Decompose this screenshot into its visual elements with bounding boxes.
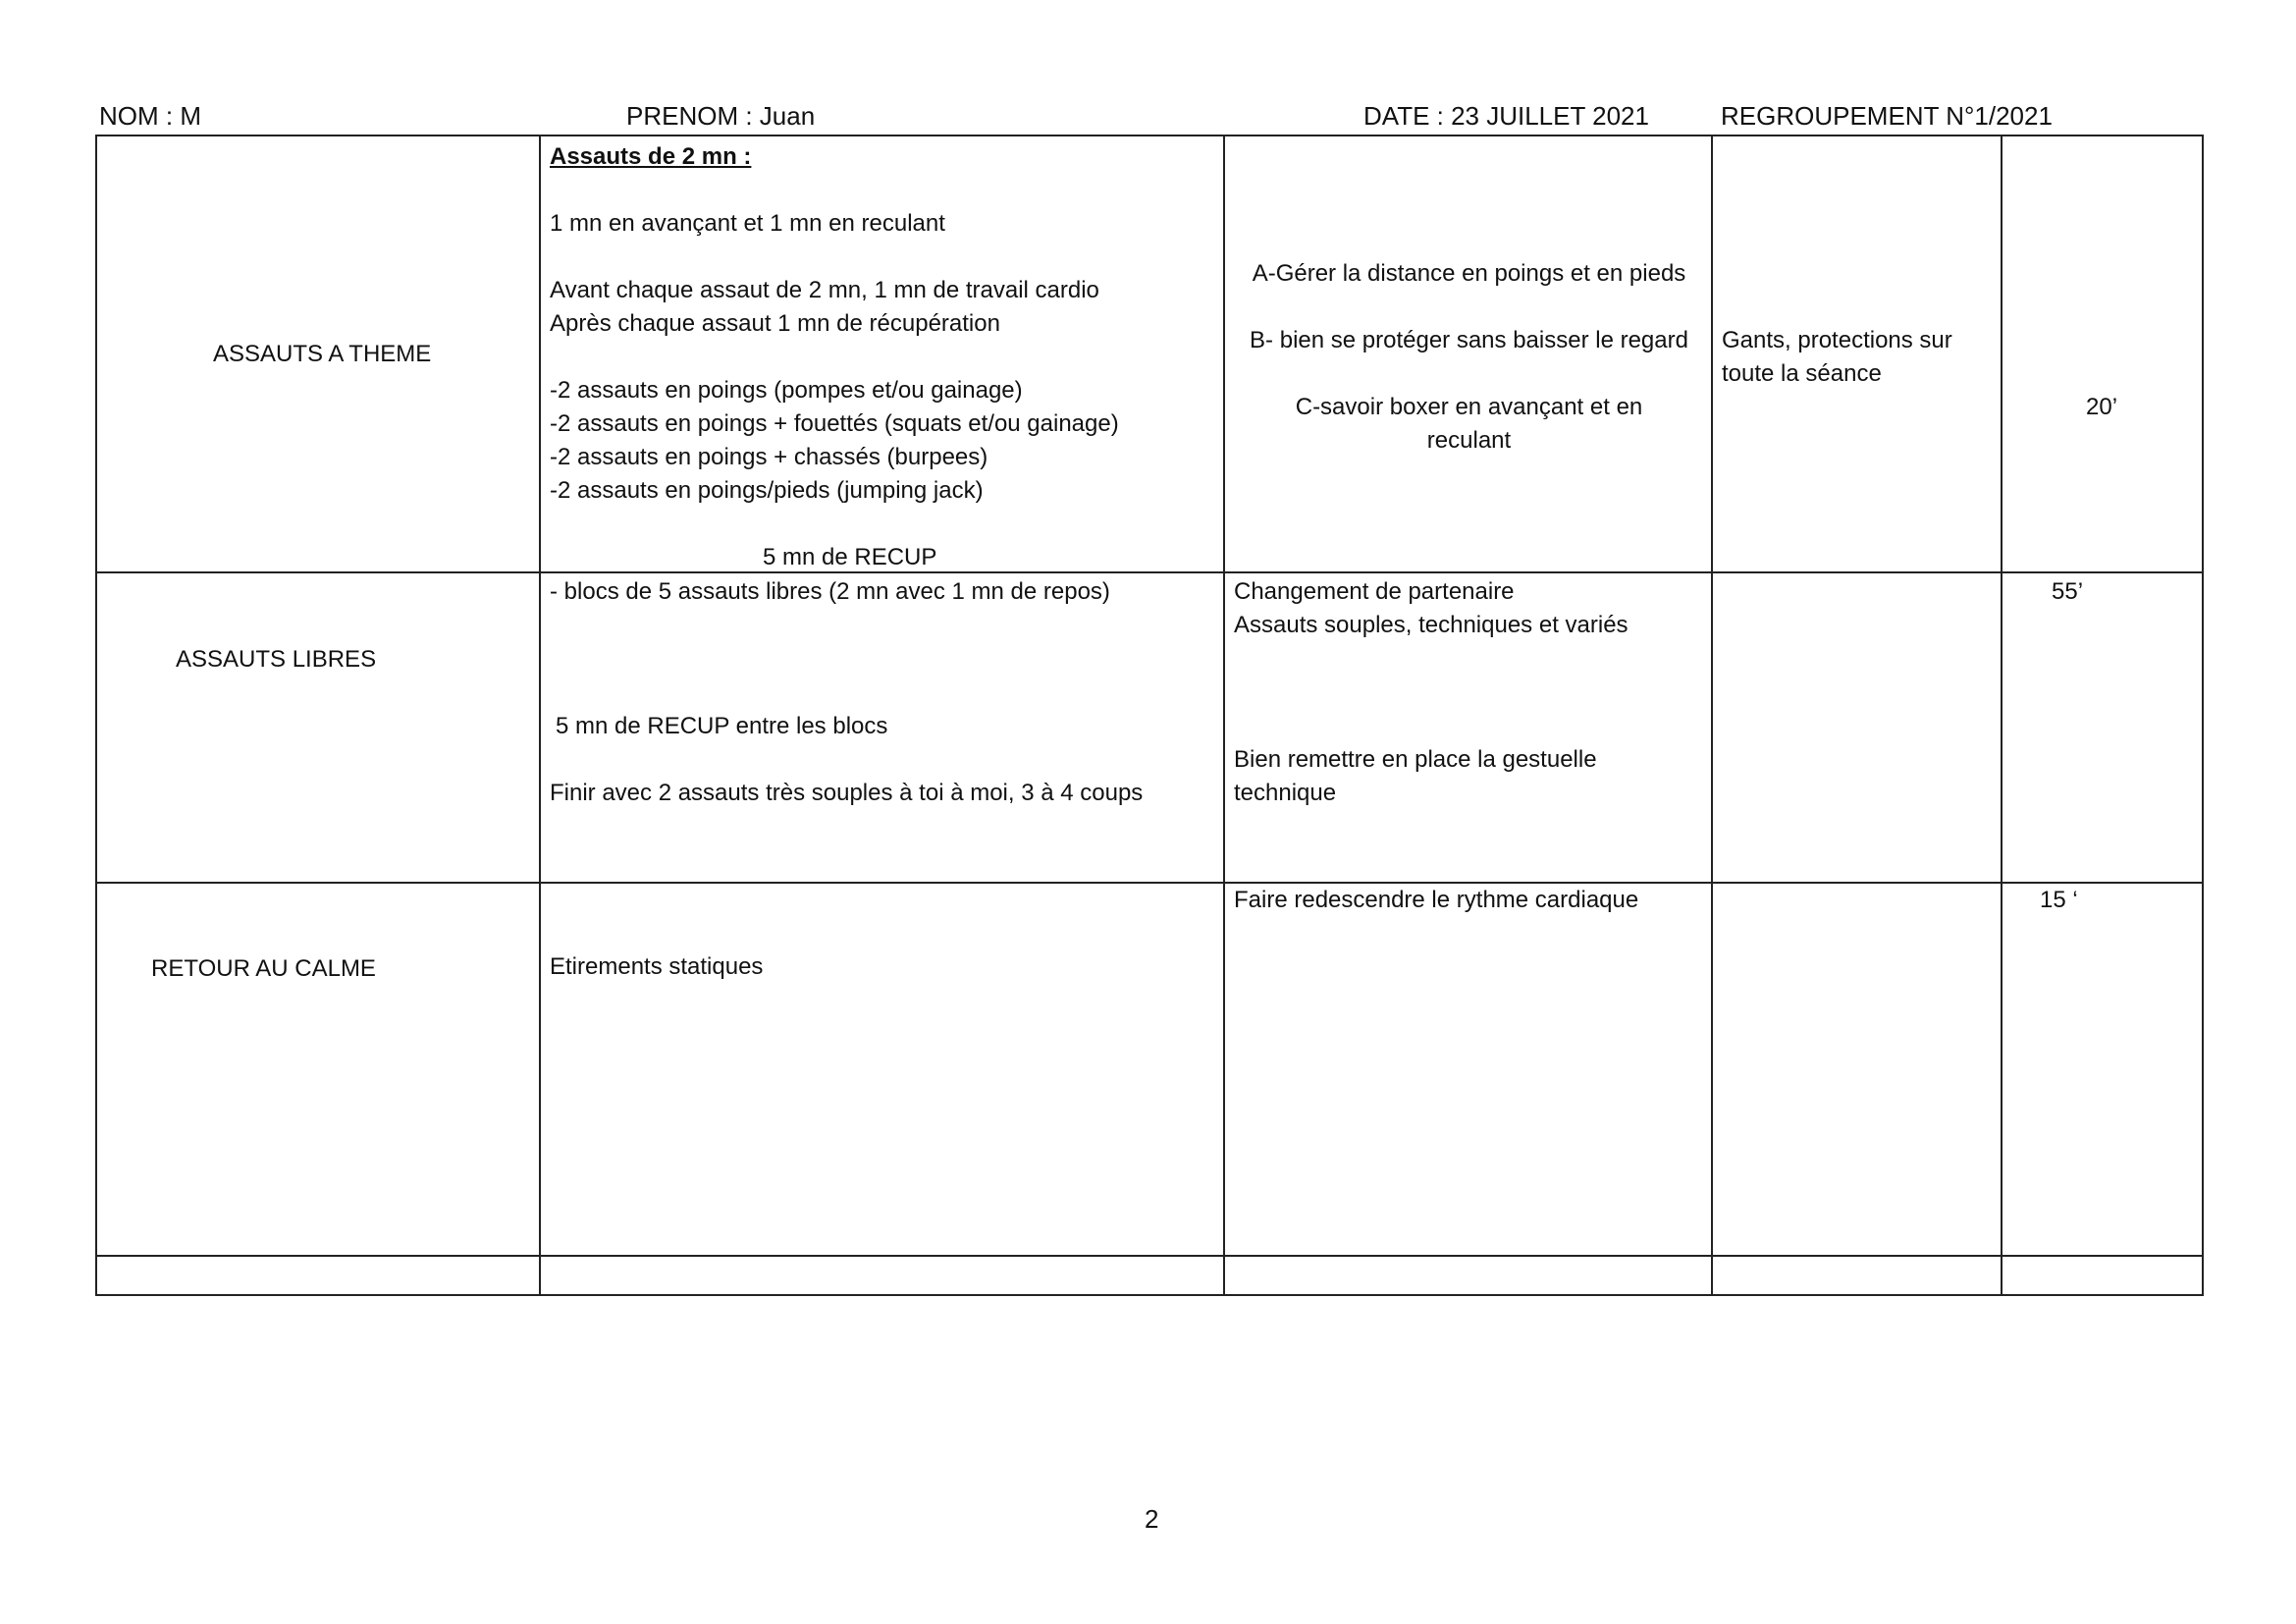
content-line: 5 mn de RECUP xyxy=(763,544,937,570)
duration-cell xyxy=(2002,135,2203,572)
duration-value: 55’ xyxy=(2052,578,2084,605)
content-line: -2 assauts en poings + chassés (burpees) xyxy=(550,444,988,470)
duration-value: 20’ xyxy=(2086,394,2118,420)
phase-label: ASSAUTS A THEME xyxy=(213,341,432,367)
content-cell xyxy=(540,883,1224,1256)
empty-cell xyxy=(1712,1256,2002,1295)
content-title: Assauts de 2 mn : xyxy=(550,143,752,170)
objective-line: reculant xyxy=(1426,427,1512,454)
duration-cell xyxy=(2002,572,2203,883)
page-number: 2 xyxy=(1145,1504,1159,1534)
objective-line: C-savoir boxer en avançant et en xyxy=(1295,394,1643,420)
phase-cell xyxy=(96,883,540,1256)
empty-cell xyxy=(2002,1256,2203,1295)
empty-cell xyxy=(1224,1256,1712,1295)
phase-label: RETOUR AU CALME xyxy=(151,955,376,982)
objectives-cell xyxy=(1224,135,1712,572)
table-row xyxy=(96,572,2203,883)
materiel-cell xyxy=(1712,883,2002,1256)
objectives-cell xyxy=(1224,883,1712,1256)
materiel-cell xyxy=(1712,572,2002,883)
content-line: Finir avec 2 assauts très souples à toi à moi, 3 à 4 coups xyxy=(550,780,1144,806)
duration-cell xyxy=(2002,883,2203,1256)
content-line: 5 mn de RECUP entre les blocs xyxy=(556,713,888,739)
content-line: -2 assauts en poings (pompes et/ou gainage) xyxy=(550,377,1023,404)
content-line: -2 assauts en poings + fouettés (squats et/ou gainage) xyxy=(550,410,1119,437)
content-cell xyxy=(540,572,1224,883)
header-date: DATE : 23 JUILLET 2021 xyxy=(1363,101,1649,131)
content-cell xyxy=(540,135,1224,572)
objective-line: A-Gérer la distance en poings et en pieds xyxy=(1252,260,1686,287)
content-line: Etirements statiques xyxy=(550,953,764,980)
table-row xyxy=(96,883,2203,1256)
table-row xyxy=(96,135,2203,572)
empty-cell xyxy=(540,1256,1224,1295)
objective-line: B- bien se protéger sans baisser le regard xyxy=(1250,327,1688,353)
objective-line: Faire redescendre le rythme cardiaque xyxy=(1234,887,1639,913)
content-line: - blocs de 5 assauts libres (2 mn avec 1 mn de repos) xyxy=(550,578,1110,605)
materiel-cell xyxy=(1712,135,2002,572)
table-row xyxy=(96,1256,2203,1295)
objective-line: Assauts souples, techniques et variés xyxy=(1234,612,1629,638)
duration-value: 15 ‘ xyxy=(2040,887,2078,913)
content-line: Avant chaque assaut de 2 mn, 1 mn de travail cardio xyxy=(550,277,1099,303)
objective-line: Changement de partenaire xyxy=(1234,578,1515,605)
materiel-line: toute la séance xyxy=(1722,360,1882,387)
objective-line: technique xyxy=(1234,780,1337,806)
objectives-cell xyxy=(1224,572,1712,883)
header-nom: NOM : M xyxy=(99,101,201,131)
phase-label: ASSAUTS LIBRES xyxy=(176,646,377,673)
session-table xyxy=(95,135,2204,1296)
content-line: 1 mn en avançant et 1 mn en reculant xyxy=(550,210,945,237)
content-line: -2 assauts en poings/pieds (jumping jack) xyxy=(550,477,984,504)
phase-cell xyxy=(96,572,540,883)
empty-cell xyxy=(96,1256,540,1295)
materiel-line: Gants, protections sur xyxy=(1722,327,1952,353)
content-line: Après chaque assaut 1 mn de récupération xyxy=(550,310,1000,337)
phase-cell xyxy=(96,135,540,572)
header-regroupement: REGROUPEMENT N°1/2021 xyxy=(1721,101,2053,131)
header-prenom: PRENOM : Juan xyxy=(626,101,816,131)
objective-line: Bien remettre en place la gestuelle xyxy=(1234,746,1597,773)
